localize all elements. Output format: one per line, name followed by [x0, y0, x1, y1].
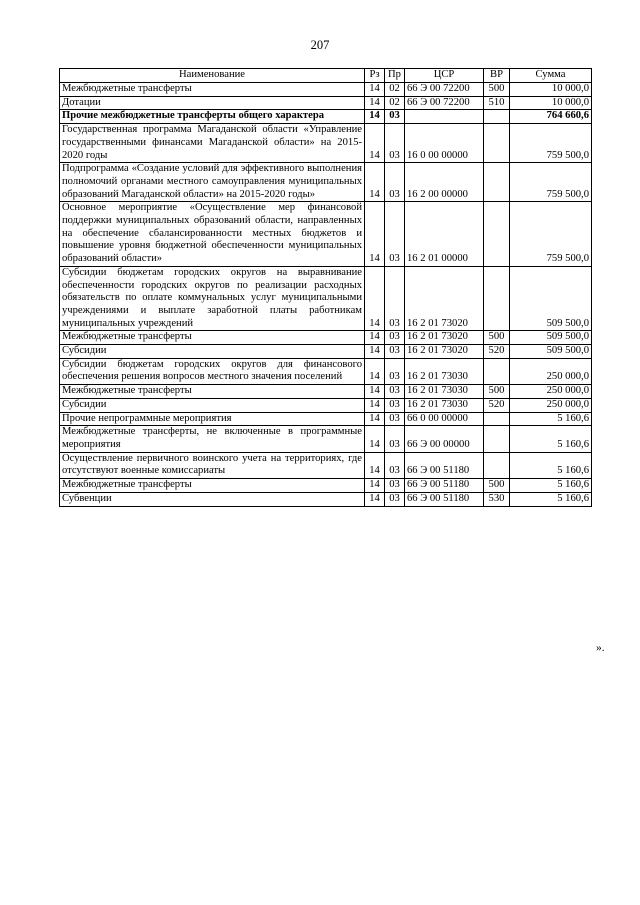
- cell-rz: 14: [365, 124, 385, 163]
- column-header-name: Наименование: [60, 69, 365, 83]
- cell-sum: 759 500,0: [510, 163, 592, 202]
- cell-pr: 03: [385, 452, 405, 478]
- cell-name: Прочие межбюджетные трансферты общего характера: [60, 110, 365, 124]
- table-header-row: [60, 69, 592, 83]
- cell-vr: [484, 110, 510, 124]
- cell-csr: 16 2 01 73020: [405, 266, 484, 331]
- cell-pr: 03: [385, 202, 405, 267]
- cell-vr: 520: [484, 398, 510, 412]
- cell-vr: [484, 163, 510, 202]
- cell-pr: 03: [385, 124, 405, 163]
- cell-csr: 16 2 01 73030: [405, 358, 484, 384]
- table-row: [60, 452, 592, 478]
- cell-name: Субсидии: [60, 398, 365, 412]
- column-header-vr: ВР: [484, 69, 510, 83]
- table-row: [60, 266, 592, 331]
- cell-sum: 509 500,0: [510, 266, 592, 331]
- cell-csr: 16 0 00 00000: [405, 124, 484, 163]
- column-header-pr: Пр: [385, 69, 405, 83]
- cell-sum: 759 500,0: [510, 124, 592, 163]
- table-row: [60, 479, 592, 493]
- table-body: [60, 83, 592, 507]
- table-row: [60, 492, 592, 506]
- cell-vr: [484, 266, 510, 331]
- cell-vr: [484, 124, 510, 163]
- cell-pr: 03: [385, 492, 405, 506]
- cell-csr: 16 2 01 00000: [405, 202, 484, 267]
- cell-sum: 509 500,0: [510, 331, 592, 345]
- cell-name: Межбюджетные трансферты, не включенные в программные мероприятия: [60, 426, 365, 452]
- cell-sum: 5 160,6: [510, 426, 592, 452]
- cell-vr: [484, 412, 510, 426]
- cell-vr: 500: [484, 331, 510, 345]
- cell-rz: 14: [365, 266, 385, 331]
- cell-csr: 66 Э 00 00000: [405, 426, 484, 452]
- cell-name: Субсидии бюджетам городских округов на выравнивание обеспеченности городских округов по реализации расходных обязательств по оплате коммунальных услуг муниципальными учреждениями и выплате заработной платы работникам муниципальных учреждений: [60, 266, 365, 331]
- cell-sum: 759 500,0: [510, 202, 592, 267]
- table-row: [60, 110, 592, 124]
- cell-name: Межбюджетные трансферты: [60, 83, 365, 97]
- table-row: [60, 163, 592, 202]
- cell-rz: 14: [365, 358, 385, 384]
- cell-vr: 500: [484, 479, 510, 493]
- cell-name: Основное мероприятие «Осуществление мер финансовой поддержки муниципальных образований области, направленных на обеспечение сбалансированности местных бюджетов и повышение уровня бюджетной обеспеченности муниципальных образований области»: [60, 202, 365, 267]
- cell-csr: 16 2 01 73030: [405, 385, 484, 399]
- cell-pr: 02: [385, 83, 405, 97]
- cell-sum: 250 000,0: [510, 385, 592, 399]
- cell-csr: 66 Э 00 72200: [405, 83, 484, 97]
- cell-pr: 03: [385, 385, 405, 399]
- cell-vr: 520: [484, 345, 510, 359]
- cell-rz: 14: [365, 398, 385, 412]
- cell-csr: 66 Э 00 72200: [405, 96, 484, 110]
- cell-name: Межбюджетные трансферты: [60, 385, 365, 399]
- cell-rz: 14: [365, 412, 385, 426]
- cell-csr: [405, 110, 484, 124]
- cell-name: Подпрограмма «Создание условий для эффективного выполнения полномочий органами местного самоуправления муниципальных образований Магаданской области» на 2015-2020 годы»: [60, 163, 365, 202]
- cell-sum: 10 000,0: [510, 96, 592, 110]
- table-row: [60, 358, 592, 384]
- cell-csr: 66 Э 00 51180: [405, 452, 484, 478]
- cell-csr: 16 2 01 73030: [405, 398, 484, 412]
- closing-quote: ».: [596, 642, 605, 654]
- cell-sum: 5 160,6: [510, 479, 592, 493]
- cell-csr: 16 2 00 00000: [405, 163, 484, 202]
- cell-sum: 10 000,0: [510, 83, 592, 97]
- cell-name: Государственная программа Магаданской области «Управление государственными финансами Магаданской области» на 2015-2020 годы: [60, 124, 365, 163]
- cell-pr: 03: [385, 331, 405, 345]
- cell-name: Осуществление первичного воинского учета на территориях, где отсутствуют военные комиссариаты: [60, 452, 365, 478]
- column-header-sum: Сумма: [510, 69, 592, 83]
- cell-rz: 14: [365, 83, 385, 97]
- cell-rz: 14: [365, 385, 385, 399]
- cell-rz: 14: [365, 492, 385, 506]
- cell-sum: 764 660,6: [510, 110, 592, 124]
- table-row: [60, 202, 592, 267]
- cell-rz: 14: [365, 110, 385, 124]
- cell-name: Межбюджетные трансферты: [60, 331, 365, 345]
- cell-vr: [484, 452, 510, 478]
- cell-name: Субсидии бюджетам городских округов для финансового обеспечения решения вопросов местного значения поселений: [60, 358, 365, 384]
- cell-vr: 510: [484, 96, 510, 110]
- cell-csr: 66 0 00 00000: [405, 412, 484, 426]
- cell-name: Прочие непрограммные мероприятия: [60, 412, 365, 426]
- cell-sum: 509 500,0: [510, 345, 592, 359]
- cell-vr: [484, 426, 510, 452]
- table-row: [60, 96, 592, 110]
- cell-rz: 14: [365, 202, 385, 267]
- cell-pr: 03: [385, 110, 405, 124]
- cell-vr: [484, 202, 510, 267]
- cell-name: Субвенции: [60, 492, 365, 506]
- cell-rz: 14: [365, 163, 385, 202]
- table-row: [60, 398, 592, 412]
- column-header-csr: ЦСР: [405, 69, 484, 83]
- cell-csr: 16 2 01 73020: [405, 331, 484, 345]
- cell-rz: 14: [365, 96, 385, 110]
- table-row: [60, 385, 592, 399]
- cell-rz: 14: [365, 426, 385, 452]
- cell-csr: 66 Э 00 51180: [405, 479, 484, 493]
- cell-name: Дотации: [60, 96, 365, 110]
- cell-pr: 03: [385, 358, 405, 384]
- cell-sum: 250 000,0: [510, 358, 592, 384]
- cell-vr: 530: [484, 492, 510, 506]
- cell-sum: 5 160,6: [510, 412, 592, 426]
- cell-sum: 250 000,0: [510, 398, 592, 412]
- table-row: [60, 426, 592, 452]
- cell-pr: 03: [385, 412, 405, 426]
- cell-pr: 03: [385, 266, 405, 331]
- column-header-rz: Рз: [365, 69, 385, 83]
- cell-pr: 03: [385, 163, 405, 202]
- table-row: [60, 83, 592, 97]
- cell-rz: 14: [365, 479, 385, 493]
- table-row: [60, 331, 592, 345]
- cell-vr: 500: [484, 83, 510, 97]
- cell-pr: 03: [385, 479, 405, 493]
- cell-sum: 5 160,6: [510, 492, 592, 506]
- cell-rz: 14: [365, 452, 385, 478]
- table-row: [60, 124, 592, 163]
- cell-pr: 03: [385, 426, 405, 452]
- cell-csr: 16 2 01 73020: [405, 345, 484, 359]
- table-row: [60, 412, 592, 426]
- cell-name: Межбюджетные трансферты: [60, 479, 365, 493]
- cell-pr: 03: [385, 345, 405, 359]
- cell-vr: 500: [484, 385, 510, 399]
- budget-table: [59, 68, 592, 507]
- cell-name: Субсидии: [60, 345, 365, 359]
- cell-sum: 5 160,6: [510, 452, 592, 478]
- cell-pr: 02: [385, 96, 405, 110]
- cell-rz: 14: [365, 331, 385, 345]
- page-number: 207: [310, 38, 330, 52]
- table-row: [60, 345, 592, 359]
- cell-pr: 03: [385, 398, 405, 412]
- cell-vr: [484, 358, 510, 384]
- cell-csr: 66 Э 00 51180: [405, 492, 484, 506]
- cell-rz: 14: [365, 345, 385, 359]
